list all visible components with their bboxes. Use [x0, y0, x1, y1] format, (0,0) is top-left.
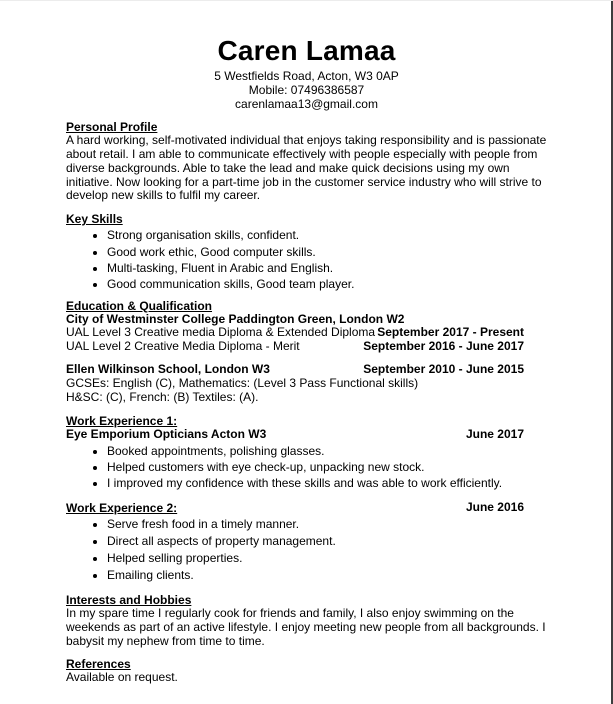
interests-text: In my spare time I regularly cook for friends and family, I also enjoy swimming on the weekends as part of an active lifestyle. I enjoy meeting new people from all backgrounds. I babysit my nephew from time to time. — [66, 605, 546, 648]
school-name: Ellen Wilkinson School, London W3 — [66, 362, 270, 377]
education-row — [66, 340, 547, 354]
list-item: • Strong organisation skills, confident. — [107, 227, 547, 243]
employer-name: Eye Emporium Opticians Acton W3 — [66, 426, 267, 441]
college-name: City of Westminster College Paddington Green, London W2 — [66, 311, 405, 326]
course-name: UAL Level 2 Creative Media Diploma - Merit — [66, 339, 300, 354]
mobile-line: Mobile: 07496386587 — [248, 82, 365, 97]
list-item: • Good communication skills, Good team player. — [107, 276, 547, 292]
employer-row — [66, 428, 547, 442]
person-name: Caren Lamaa — [217, 35, 396, 66]
address-line: 5 Westfields Road, Acton, W3 0AP — [214, 68, 399, 83]
resume-header — [66, 36, 547, 111]
personal-profile-heading: Personal Profile — [66, 119, 158, 134]
email-line: carenlamaa13@gmail.com — [235, 96, 378, 111]
education-row — [66, 326, 547, 340]
employment-dates: June 2016 — [465, 499, 524, 514]
list-item: • Booked appointments, polishing glasses. — [107, 443, 547, 459]
work-experience-1-heading: Work Experience 1: — [66, 413, 178, 428]
work-experience-1-list — [66, 443, 547, 492]
list-item: • Emailing clients. — [107, 567, 547, 584]
list-item: • Direct all aspects of property management. — [107, 533, 547, 550]
list-item: • Multi-tasking, Fluent in Arabic and English. — [107, 260, 547, 276]
section-education — [66, 299, 547, 405]
school-dates: September 2010 - June 2015 — [363, 362, 524, 377]
section-references — [66, 657, 547, 685]
personal-profile-text: A hard working, self-motivated individual that enjoys taking responsibility and is passionate about retail. I am able to communicate effectively with people especially with people from diverse backgrounds. Able to take the lead and make quick decisions using my own initiative. Now looking for a part-time job in the customer service industry who will strive to develop new skills to fulfil my career. — [66, 132, 547, 203]
list-item: • Helped customers with eye check-up, unpacking new stock. — [107, 459, 547, 475]
section-work-experience-2 — [66, 501, 547, 584]
employment-dates: June 2017 — [465, 426, 524, 441]
gcse-results-line: GCSEs: English (C), Mathematics: (Level 3 Pass Functional skills) — [66, 376, 419, 391]
key-skills-list — [66, 227, 547, 292]
gcse-results-line: H&SC: (C), French: (B) Textiles: (A). — [66, 390, 259, 405]
section-interests — [66, 593, 547, 649]
references-text: Available on request. — [66, 670, 178, 685]
references-heading: References — [66, 657, 131, 672]
course-dates: September 2016 - June 2017 — [363, 339, 524, 354]
course-name: UAL Level 3 Creative media Diploma & Extended Diploma — [66, 325, 376, 340]
key-skills-heading: Key Skills — [66, 212, 123, 227]
interests-heading: Interests and Hobbies — [66, 592, 192, 607]
list-item: • Good work ethic, Good computer skills. — [107, 244, 547, 260]
education-row — [66, 363, 547, 377]
work-experience-2-heading: Work Experience 2: — [66, 500, 178, 515]
resume-page — [0, 1, 613, 685]
section-personal-profile — [66, 120, 547, 204]
list-item: • Serve fresh food in a timely manner. — [107, 516, 547, 533]
course-dates: September 2017 - Present — [377, 325, 524, 340]
education-heading: Education & Qualification — [66, 298, 213, 313]
section-work-experience-1 — [66, 414, 547, 492]
work-experience-2-list — [66, 516, 547, 584]
list-item: • I improved my confidence with these skills and was able to work efficiently. — [107, 475, 547, 491]
section-key-skills — [66, 212, 547, 292]
list-item: • Helped selling properties. — [107, 550, 547, 567]
work-experience-2-heading-row — [66, 501, 547, 515]
